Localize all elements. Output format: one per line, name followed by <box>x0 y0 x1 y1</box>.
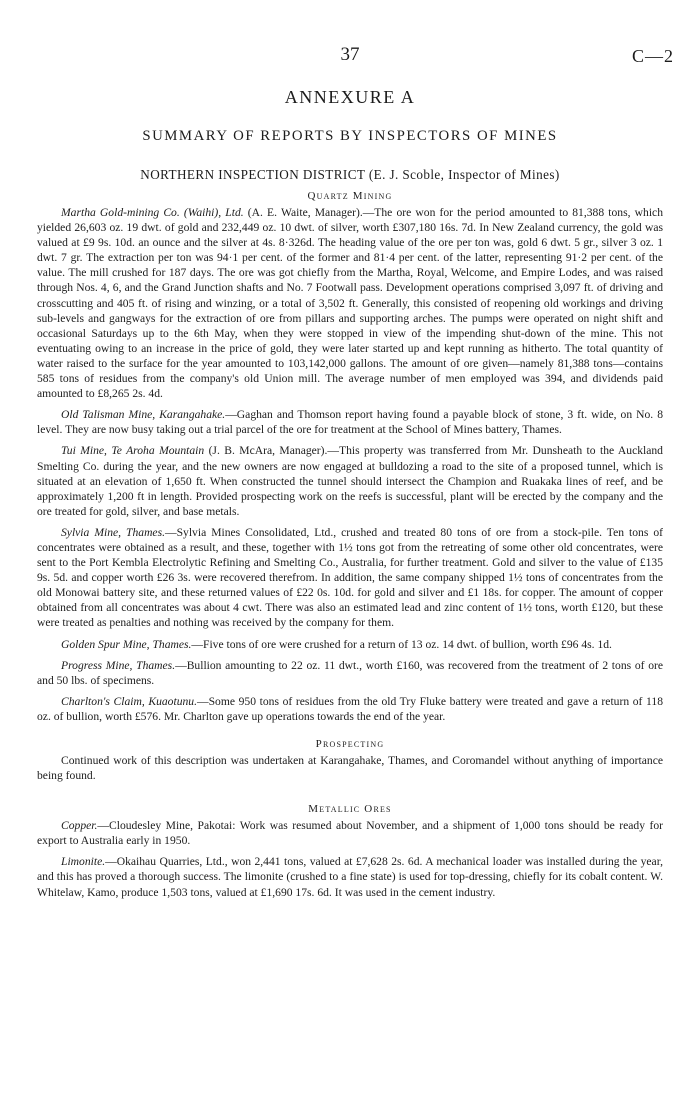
paragraph-text: —Five tons of ore were crushed for a return of 13 oz. 14 dwt. of bullion, worth £96 4s. 1d. <box>191 637 612 651</box>
district-heading: NORTHERN INSPECTION DISTRICT (E. J. Scoble, Inspector of Mines) <box>140 167 560 182</box>
paragraph-prospecting: Continued work of this description was undertaken at Karangahake, Thames, and Coromandel without anything of importance being found. <box>37 754 663 783</box>
paragraph-text: —Cloudesley Mine, Pakotai: Work was resumed about November, and a shipment of 1,000 tons should be ready for export to Australia early in 1950. <box>37 819 663 848</box>
paragraph-text: —Some 950 tons of residues from the old Try Fluke battery were treated and gave a return of 118 oz. of bullion, worth £576. Mr. Charlton gave up operations towards the end of the year. <box>37 694 663 723</box>
paragraph-tui-mine <box>37 443 663 518</box>
paragraph-text: (A. E. Waite, Manager).—The ore won for the period amounted to 81,388 tons, which yielded 26,603 oz. 19 dwt. of gold and 232,449 oz. 10 dwt. of silver, worth £307,180 16s. 7d. In New Zealand currency, the gold was valued at £9 9s. 10d. an ounce and the silver at 4s. 8·326d. The heading value of the ore per ton was, gold 6 dwt. 5 gr., silver 3 oz. 1 dwt. 7 gr. The extraction per ton was 94·1 per cent. of the former and 81·4 per cent. of the latter, representing 91·2 per cent. of the value. The mill crushed for 187 days. The ore was got chiefly from the Martha, Royal, Welcome, and Empire Lodes, and was raised through Nos. 4, 6, and the Grand Junction shafts and No. 7 Footwall pass. Development operations comprised 3,097 ft. of driving and crosscutting and 405 ft. of rising and winzing, or a total of 3,502 ft. Generally, this consisted of reopening old workings and driving sub-levels and gangways for the extraction of ore from pillars and supporting arches. The pumps were operated on night shift and occasional Saturdays up to the 6th May, when they were stopped in view of the impending shut-down of the mine. This not eventuating owing to an increase in the price of gold, they were later started up and kept running as hitherto. The total quantity of water raised to the surface for the year amounted to 103,142,000 gallons. The amount of ore given—namely 81,388 tons—contains 585 tons of residues from the company's old Union mill. The average number of men employed was 394, and dividends paid amounted to £8,265 2s. 4d. <box>37 206 663 401</box>
paragraph-title: Copper. <box>61 819 98 833</box>
paragraph-limonite <box>37 854 663 899</box>
document-code: C—2 <box>631 46 674 66</box>
paragraph-charltons-claim <box>37 694 663 724</box>
paragraph-title: Old Talisman Mine, Karangahake. <box>61 408 226 422</box>
paragraph-text: —Sylvia Mines Consolidated, Ltd., crushed and treated 80 tons of ore from a stock-pile. Ten tons of concentrates were obtained as a result, and these, together with 1½ tons got from the retreating of some other old concentrates, were sent to the Port Kembla Electrolytic Refining and Smelting Co., Australia, for further treatment. Gold and silver to the value of £135 9s. 5d. and copper worth £26 3s. were recovered therefrom. In addition, the same company shipped 1½ tons of concentrates from the old Monowai battery site, and these returned values of £22 0s. 10d. for gold and silver and £1 18s. for copper. The amount of copper obtained from all concentrates was about 4 cwt. There was also an estimated lead and zinc content of 1½ tons, worth £120, but these were treated as penalties and nothing was received by the company for them. <box>37 525 663 630</box>
section-metallic-ores: Metallic Ores <box>308 803 392 816</box>
paragraph-text: (J. B. McAra, Manager).—This property was transferred from Mr. Dunsheath to the Auckland Smelting Co. during the year, and the new owners are now engaged at bulldozing a road to the site of a proposed tunnel, which is situated at an elevation of 1,650 ft. When constructed the tunnel should intersect the Champion and Ruakaka lines of reef, and be approximately 1,200 ft in length. Provided prospecting work on the reefs is successful, plant will be erected by the company and the ore treated for gold, silver, and base metals. <box>37 444 663 518</box>
page-number: 37 <box>340 44 360 65</box>
paragraph-old-talisman <box>37 407 663 437</box>
paragraph-progress-mine <box>37 658 663 688</box>
paragraph-golden-spur <box>37 637 663 652</box>
paragraph-martha <box>37 205 663 401</box>
paragraph-title: Golden Spur Mine, Thames. <box>61 637 192 651</box>
paragraph-title: Progress Mine, Thames. <box>61 658 176 672</box>
paragraph-title: Sylvia Mine, Thames. <box>61 525 165 539</box>
section-quartz-mining: Quartz Mining <box>307 190 393 202</box>
summary-heading: SUMMARY OF REPORTS BY INSPECTORS OF MINES <box>142 128 558 144</box>
paragraph-text: —Okaihau Quarries, Ltd., won 2,441 tons, valued at £7,628 2s. 6d. A mechanical loader was installed during the year, and this has proved a thorough success. The limonite (crushed to a fine state) is used for top-dressing, chiefly for its cobalt content. W. Whitelaw, Kamo, produce 1,503 tons, valued at £1,690 17s. 6d. It was used in the cement industry. <box>37 855 663 899</box>
paragraph-copper <box>37 818 663 848</box>
paragraph-text: —Gaghan and Thomson report having found a payable block of stone, 3 ft. wide, on No. 8 level. They are now busy taking out a trial parcel of the ore for treatment at the School of Mines battery, Thames. <box>37 408 663 437</box>
annexure-title: ANNEXURE A <box>284 87 416 107</box>
paragraph-sylvia-mine <box>37 525 663 631</box>
paragraph-title: Limonite. <box>61 855 106 869</box>
paragraph-title: Tui Mine, Te Aroha Mountain <box>61 444 205 458</box>
paragraph-text: —Bullion amounting to 22 oz. 11 dwt., worth £160, was recovered from the treatment of 2 tons of ore and 50 lbs. of specimens. <box>37 658 663 687</box>
paragraph-title: Charlton's Claim, Kuaotunu. <box>61 694 197 708</box>
section-prospecting: Prospecting <box>315 738 385 750</box>
paragraph-title: Martha Gold-mining Co. (Waihi), Ltd. <box>61 206 244 219</box>
